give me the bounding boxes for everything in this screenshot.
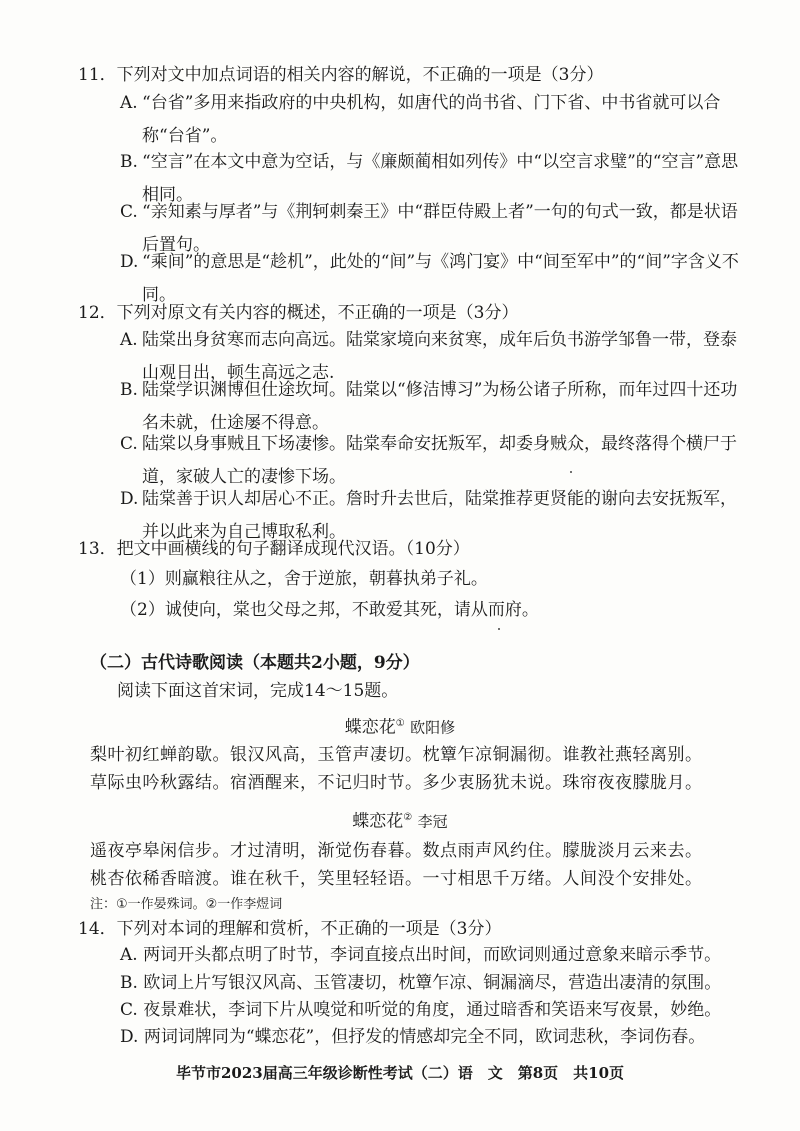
- option-text: “台省”多用来指政府的中央机构，如唐代的尚书省、门下省、中书省就可以合称“台省”。: [142, 93, 721, 146]
- poem-1-title: 蝶恋花: [344, 717, 396, 738]
- option-text: 陆棠善于识人却居心不正。詹时升去世后，陆棠推荐更贤能的谢向去安抚叛军，并以此来为自己博取私利。: [142, 489, 737, 542]
- poem-notes: 注：①一作晏殊词。②一作李煜词: [90, 897, 283, 912]
- poem-2-line-2: 桃杏依稀香暗渡。谁在秋千，笑里轻轻语。一寸相思千万绪。人间没个安排处。: [90, 869, 703, 889]
- option-label: D.: [120, 1027, 139, 1047]
- poem-2-title: 蝶恋花: [352, 811, 404, 832]
- poem-1-note-mark: ①: [395, 718, 405, 729]
- option-text: 陆棠出身贫寒而志向高远。陆棠家境向来贫寒，成年后负书游学邹鲁一带，登泰山观日出，顿生高远之志.: [142, 330, 737, 383]
- poem-2-note-mark: ②: [403, 812, 413, 823]
- section-2-title: （二）古代诗歌阅读（本题共2小题，9分）: [90, 653, 420, 673]
- scan-speck: [498, 628, 500, 630]
- option-text: 欧词上片写银汉风高、玉管凄切，枕簟乍凉、铜漏滴尽，营造出凄清的氛围。: [143, 973, 722, 993]
- option-label: B.: [120, 973, 138, 993]
- option-label: B.: [120, 152, 138, 172]
- option-text: 两词词牌同为“蝶恋花”，但抒发的情感却完全不同，欧词悲秋，李词伤春。: [143, 1027, 706, 1047]
- option-text: 两词开头都点明了时节，李词直接点出时间，而欧词则通过意象来暗示季节。: [143, 945, 722, 965]
- option-label: A.: [120, 330, 138, 350]
- option-label: C.: [120, 1000, 138, 1020]
- poem-2-line-1: 遥夜亭皋闲信步。才过清明，渐觉伤春暮。数点雨声风约住。朦胧淡月云来去。: [90, 841, 703, 861]
- question-14-option-c: [120, 997, 721, 1023]
- question-11-option-a: [120, 87, 740, 153]
- question-14-option-a: [120, 942, 721, 968]
- option-label: B.: [120, 380, 138, 400]
- section-2-intro: 阅读下面这首宋词，完成14～15题。: [117, 681, 399, 701]
- question-13-item-2: （2）诚使向，棠也父母之邦，不敢爱其死，请从而府。: [120, 600, 539, 620]
- page-footer: 毕节市2023届高三年级诊断性考试（二）语 文 第8页 共10页: [175, 1064, 625, 1082]
- question-12-stem: 12．下列对原文有关内容的概述，不正确的一项是（3分）: [78, 303, 519, 323]
- question-14-option-d: [120, 1024, 705, 1050]
- question-11-stem: 11．下列对文中加点词语的相关内容的解说，不正确的一项是（3分）: [78, 65, 604, 85]
- poem-1-title-line: [0, 711, 800, 741]
- option-label: D.: [120, 252, 139, 272]
- poem-2-author: 李冠: [417, 812, 448, 831]
- option-text: “亲知素与厚者”与《荆轲刺秦王》中“群臣侍殿上者”一句的句式一致，都是状语后置句。: [142, 202, 738, 255]
- question-14-option-b: [120, 970, 721, 996]
- option-text: “空言”在本文中意为空话，与《廉颇蔺相如列传》中“以空言求璧”的“空言”意思相同。: [142, 152, 739, 205]
- poem-2-title-line: [0, 805, 800, 835]
- option-label: A.: [120, 93, 138, 113]
- question-13-stem: 13．把文中画横线的句子翻译成现代汉语。（10分）: [78, 539, 470, 559]
- poem-1-author: 欧阳修: [410, 718, 456, 737]
- option-label: D.: [120, 489, 139, 509]
- question-13-item-1: （1）则赢粮往从之，舍于逆旅，朝暮执弟子礼。: [120, 569, 488, 589]
- poem-1-line-1: 梨叶初红蝉韵歇。银汉风高，玉管声凄切。枕簟乍凉铜漏彻。谁教社燕轻离别。: [90, 745, 703, 765]
- option-text: 陆棠学识渊博但仕途坎坷。陆棠以“修洁博习”为杨公诸子所称，而年过四十还功名未就，仕途屡不得意。: [142, 380, 738, 433]
- question-14-stem: 14．下列对本词的理解和赏析，不正确的一项是（3分）: [78, 919, 502, 939]
- option-text: 夜景难状，李词下片从嗅觉和听觉的角度，通过暗香和笑语来写夜景，妙绝。: [143, 1000, 722, 1020]
- scan-speck: [570, 471, 572, 473]
- option-label: A.: [120, 945, 138, 965]
- option-label: C.: [120, 434, 138, 454]
- option-text: 陆棠以身事贼且下场凄惨。陆棠奉命安抚叛军，却委身贼众，最终落得个横尸于道，家破人亡的凄惨下场。: [142, 434, 737, 487]
- poem-1-line-2: 草际虫吟秋露结。宿酒醒来，不记归时节。多少衷肠犹未说。珠帘夜夜朦胧月。: [90, 773, 703, 793]
- option-label: C.: [120, 202, 138, 222]
- option-text: “乘间”的意思是“趁机”，此处的“间”与《鸿门宴》中“间至军中”的“间”字含义不同。: [142, 252, 739, 305]
